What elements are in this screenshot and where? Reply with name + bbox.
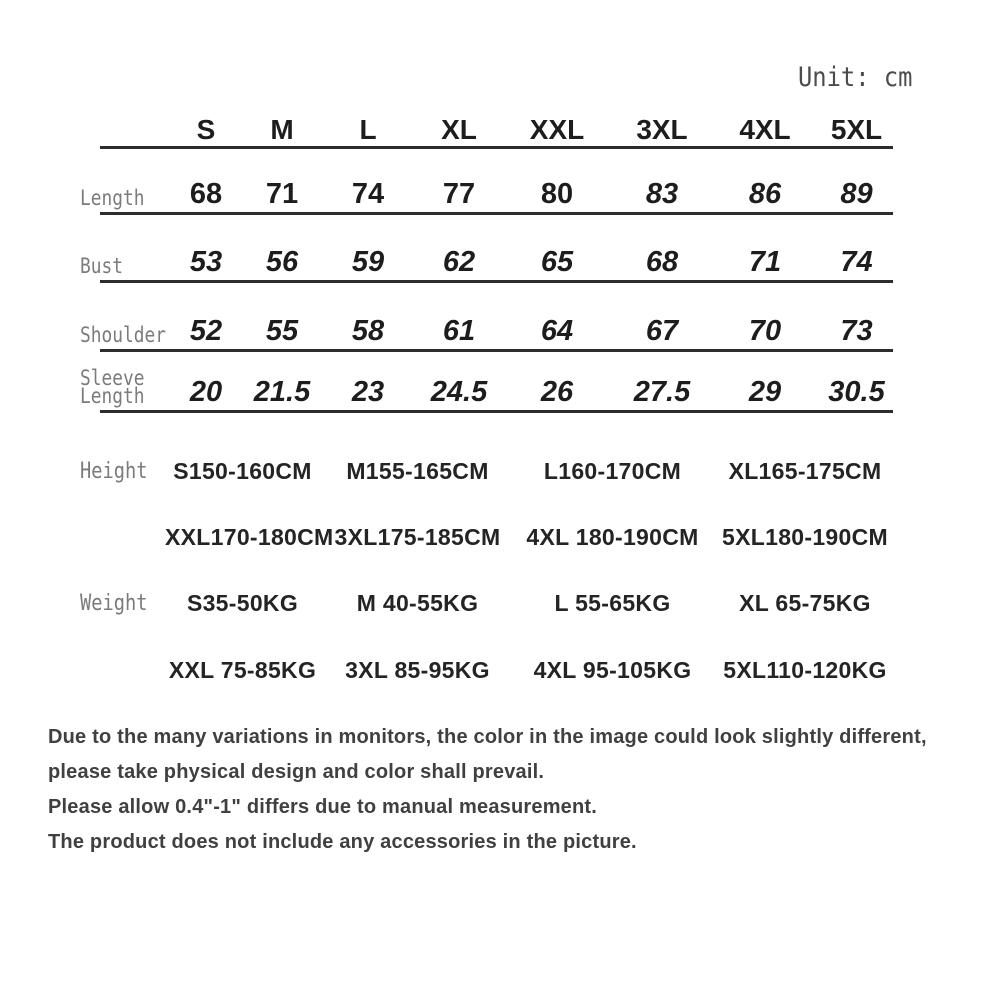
sleeve-value-5xl: 30.5 [828, 376, 885, 408]
bust-value-l: 59 [351, 246, 385, 278]
shoulder-value-s: 52 [189, 315, 223, 347]
height-cell-4xl: 4XL 180-190CM [526, 523, 699, 550]
size-col-header-xxl: XXL [529, 114, 585, 145]
disclaimer-line-3: Please allow 0.4"-1" differs due to manual measurement. [48, 796, 598, 818]
length-value-xxl: 80 [540, 178, 574, 210]
size-table-row-length [80, 149, 895, 215]
height-cell-xxl: XXL170-180CM [165, 523, 334, 550]
size-col-header-m: M [270, 114, 294, 145]
disclaimer-line-2: please take physical design and color shall prevail. [48, 761, 545, 783]
length-value-3xl: 83 [645, 178, 679, 210]
length-value-4xl: 86 [748, 178, 782, 210]
length-value-m: 71 [265, 178, 299, 210]
bust-value-4xl: 71 [748, 246, 782, 278]
shoulder-value-xl: 61 [442, 315, 476, 347]
row-label-length: Length [80, 186, 145, 210]
bust-value-xxl: 65 [540, 246, 574, 278]
size-col-header-l: L [359, 114, 377, 145]
bust-value-xl: 62 [442, 246, 476, 278]
size-table-row-sleeve-length [80, 352, 895, 413]
length-value-l: 74 [351, 178, 385, 210]
weight-cell-l: L 55-65KG [554, 590, 671, 616]
height-cell-m: M155-165CM [346, 457, 489, 484]
length-value-xl: 77 [442, 178, 476, 210]
size-table [80, 103, 895, 413]
disclaimer-line-1: Due to the many variations in monitors, the color in the image could look slightly different, [48, 726, 927, 748]
height-label: Height [80, 458, 148, 484]
shoulder-value-5xl: 73 [840, 315, 873, 347]
size-table-header-row [80, 103, 895, 149]
height-cell-s: S150-160CM [173, 457, 312, 484]
sleeve-value-3xl: 27.5 [633, 376, 691, 408]
weight-cell-3xl: 3XL 85-95KG [345, 657, 490, 683]
size-col-header-4xl: 4XL [739, 114, 791, 145]
sleeve-value-l: 23 [351, 376, 385, 408]
weight-cell-5xl: 5XL110-120KG [723, 657, 887, 683]
shoulder-value-m: 55 [265, 315, 299, 347]
shoulder-value-l: 58 [351, 315, 385, 347]
length-value-s: 68 [189, 178, 223, 210]
bust-value-m: 56 [265, 246, 299, 278]
row-label-bust: Bust [80, 254, 123, 278]
row-label-sleeve-length: Sleeve Length [80, 366, 145, 408]
shoulder-value-3xl: 67 [645, 315, 679, 347]
sleeve-value-m: 21.5 [253, 376, 311, 408]
bust-value-5xl: 74 [840, 246, 873, 278]
weight-cell-xl: XL 65-75KG [739, 590, 871, 616]
sleeve-value-4xl: 29 [748, 376, 782, 408]
shoulder-value-xxl: 64 [540, 315, 574, 347]
size-table-row-bust [80, 215, 895, 283]
bust-value-s: 53 [189, 246, 223, 278]
weight-cell-xxl: XXL 75-85KG [168, 657, 317, 683]
unit-label: Unit: cm [798, 62, 913, 93]
row-label-shoulder: Shoulder [80, 323, 166, 347]
size-col-header-xl: XL [441, 114, 477, 145]
size-col-header-s: S [196, 114, 216, 145]
sleeve-value-xl: 24.5 [430, 376, 488, 408]
weight-cell-4xl: 4XL 95-105KG [533, 657, 692, 683]
weight-label: Weight [80, 591, 148, 616]
disclaimer [48, 726, 998, 866]
size-col-header-5xl: 5XL [830, 114, 883, 145]
disclaimer-line-4: The product does not include any accessories in the picture. [48, 831, 637, 853]
weight-section [80, 570, 910, 704]
size-col-header-3xl: 3XL [636, 114, 688, 145]
length-value-5xl: 89 [840, 178, 873, 210]
weight-cell-s: S35-50KG [186, 590, 299, 616]
size-table-row-shoulder [80, 283, 895, 352]
sleeve-value-s: 20 [189, 376, 223, 408]
shoulder-value-4xl: 70 [748, 315, 782, 347]
weight-cell-m: M 40-55KG [356, 590, 479, 616]
height-cell-l: L160-170CM [543, 457, 682, 484]
height-cell-xl: XL165-175CM [728, 457, 882, 484]
height-cell-3xl: 3XL175-185CM [334, 523, 501, 550]
height-section [80, 438, 910, 570]
sleeve-value-xxl: 26 [540, 376, 574, 408]
bust-value-3xl: 68 [645, 246, 679, 278]
height-cell-5xl: 5XL180-190CM [722, 523, 888, 550]
